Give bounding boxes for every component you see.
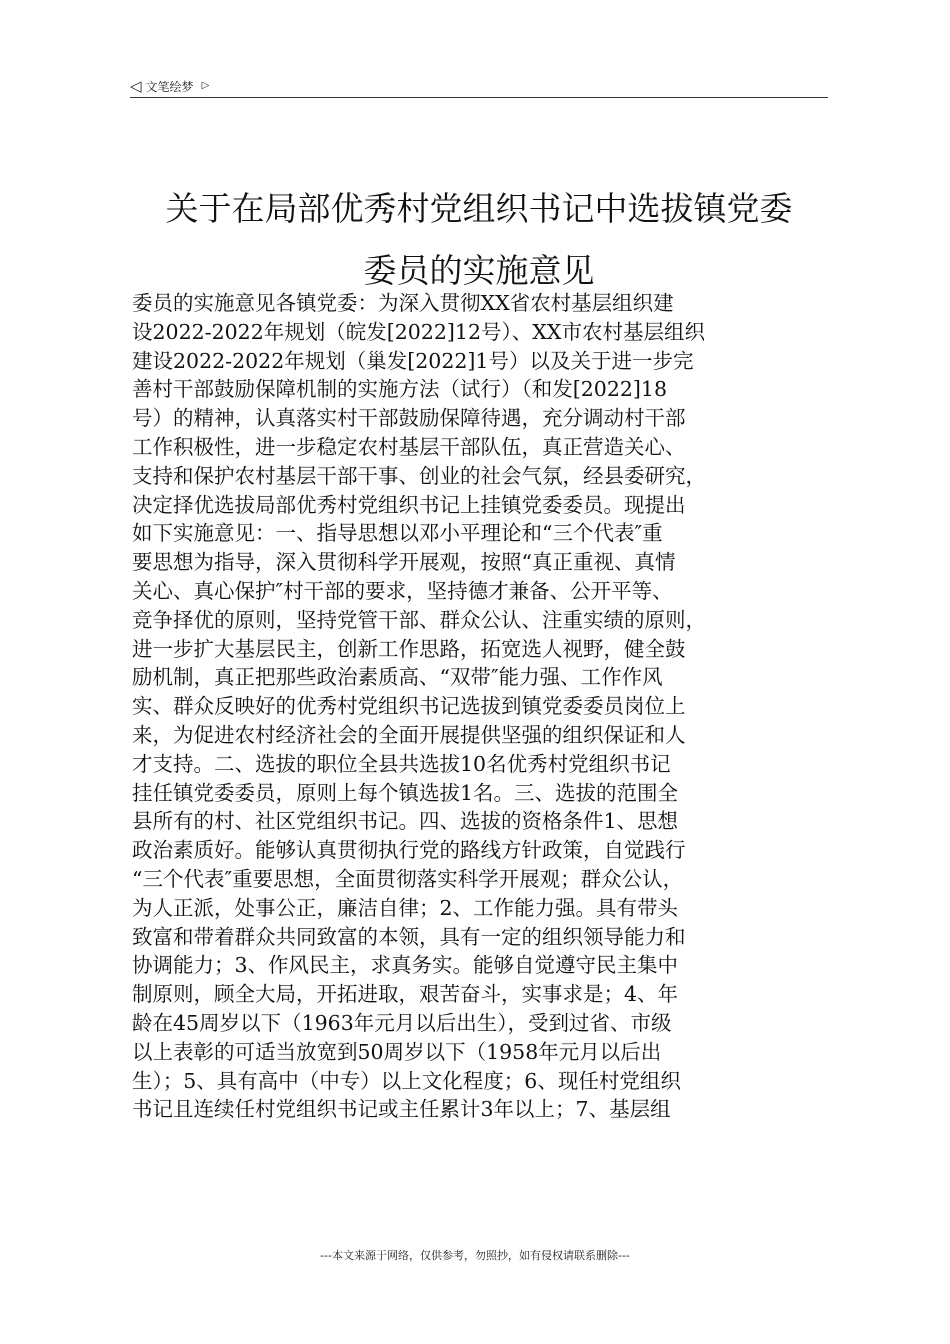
body-line: 县所有的村、社区党组织书记。四、选拔的资格条件1、思想 — [132, 809, 679, 834]
body-line: 支持和保护农村基层干部干事、创业的社会气氛，经县委研究， — [132, 463, 706, 488]
body-line: 制原则，顾全大局，开拓进取，艰苦奋斗，实事求是；4、年 — [132, 982, 679, 1007]
body-line: 工作积极性，进一步稳定农村基层干部队伍，真正营造关心、 — [132, 434, 686, 459]
body-line: 要思想为指导，深入贯彻科学开展观，按照“真正重视、真情 — [132, 550, 676, 575]
body-line: 以上表彰的可适当放宽到50周岁以下（1958年元月以后出 — [132, 1039, 662, 1064]
body-line: 龄在45周岁以下（1963年元月以后出生），受到过省、市级 — [132, 1010, 672, 1035]
document-body — [132, 289, 832, 1124]
body-line: 委员的实施意见各镇党委：为深入贯彻XX省农村基层组织建 — [132, 291, 674, 315]
body-line: 才支持。二、选拔的职位全县共选拔10名优秀村党组织书记 — [132, 751, 671, 776]
title-line: 委员的实施意见 — [363, 251, 595, 290]
body-line: 生）；5、具有高中（中专）以上文化程度；6、现任村党组织 — [132, 1068, 681, 1093]
body-line: 设2022-2022年规划（皖发[2022]12号）、XX市农村基层组织 — [132, 319, 705, 344]
title-line: 关于在局部优秀村党组织书记中选拔镇党委 — [165, 189, 793, 228]
header-divider — [130, 97, 828, 98]
body-line: 实、群众反映好的优秀村党组织书记选拔到镇党委委员岗位上 — [132, 694, 686, 719]
body-line: 书记且连续任村党组织书记或主任累计3年以上；7、基层组 — [132, 1097, 671, 1122]
triangle-right-icon: ▷ — [201, 80, 210, 91]
brand-label: 文笔绘梦 — [145, 79, 194, 94]
body-line: 政治素质好。能够认真贯彻执行党的路线方针政策，自觉践行 — [132, 838, 686, 863]
triangle-left-icon: ◁ — [130, 76, 142, 95]
body-line: 善村干部鼓励保障机制的实施方法（试行）（和发[2022]18 — [132, 377, 668, 402]
body-line: 建设2022-2022年规划（巢发[2022]1号）以及关于进一步完 — [132, 348, 694, 373]
footer-notice: ---本文来源于网络，仅供参考，勿照抄，如有侵权请联系删除--- — [320, 1249, 630, 1262]
body-line: 关心、真心保护″村干部的要求，坚持德才兼备、公开平等、 — [132, 578, 673, 603]
body-line: 为人正派，处事公正，廉洁自律；2、工作能力强。具有带头 — [132, 895, 679, 920]
body-line: 致富和带着群众共同致富的本领，具有一定的组织领导能力和 — [132, 924, 686, 949]
body-line: 励机制，真正把那些政治素质高、“双带″能力强、工作作风 — [132, 665, 663, 690]
body-line: 来，为促进农村经济社会的全面开展提供坚强的组织保证和人 — [132, 722, 686, 747]
page-header — [130, 74, 828, 98]
body-line: 挂任镇党委委员，原则上每个镇选拔1名。三、选拔的范围全 — [132, 780, 679, 805]
body-line: 决定择优选拔局部优秀村党组织书记上挂镇党委委员。现提出 — [132, 492, 686, 517]
body-line: 如下实施意见：一、指导思想以邓小平理论和“三个代表″重 — [132, 521, 663, 546]
body-line: 竞争择优的原则，坚持党管干部、群众公认、注重实绩的原则， — [132, 607, 706, 632]
body-line: “三个代表″重要思想，全面贯彻落实科学开展观；群众公认， — [132, 866, 684, 891]
body-line: 进一步扩大基层民主，创新工作思路，拓宽选人视野，健全鼓 — [132, 636, 686, 661]
body-line: 协调能力；3、作风民主，求真务实。能够自觉遵守民主集中 — [132, 953, 679, 978]
body-line: 号）的精神，认真落实村干部鼓励保障待遇，充分调动村干部 — [132, 406, 686, 431]
document-title — [128, 178, 830, 302]
